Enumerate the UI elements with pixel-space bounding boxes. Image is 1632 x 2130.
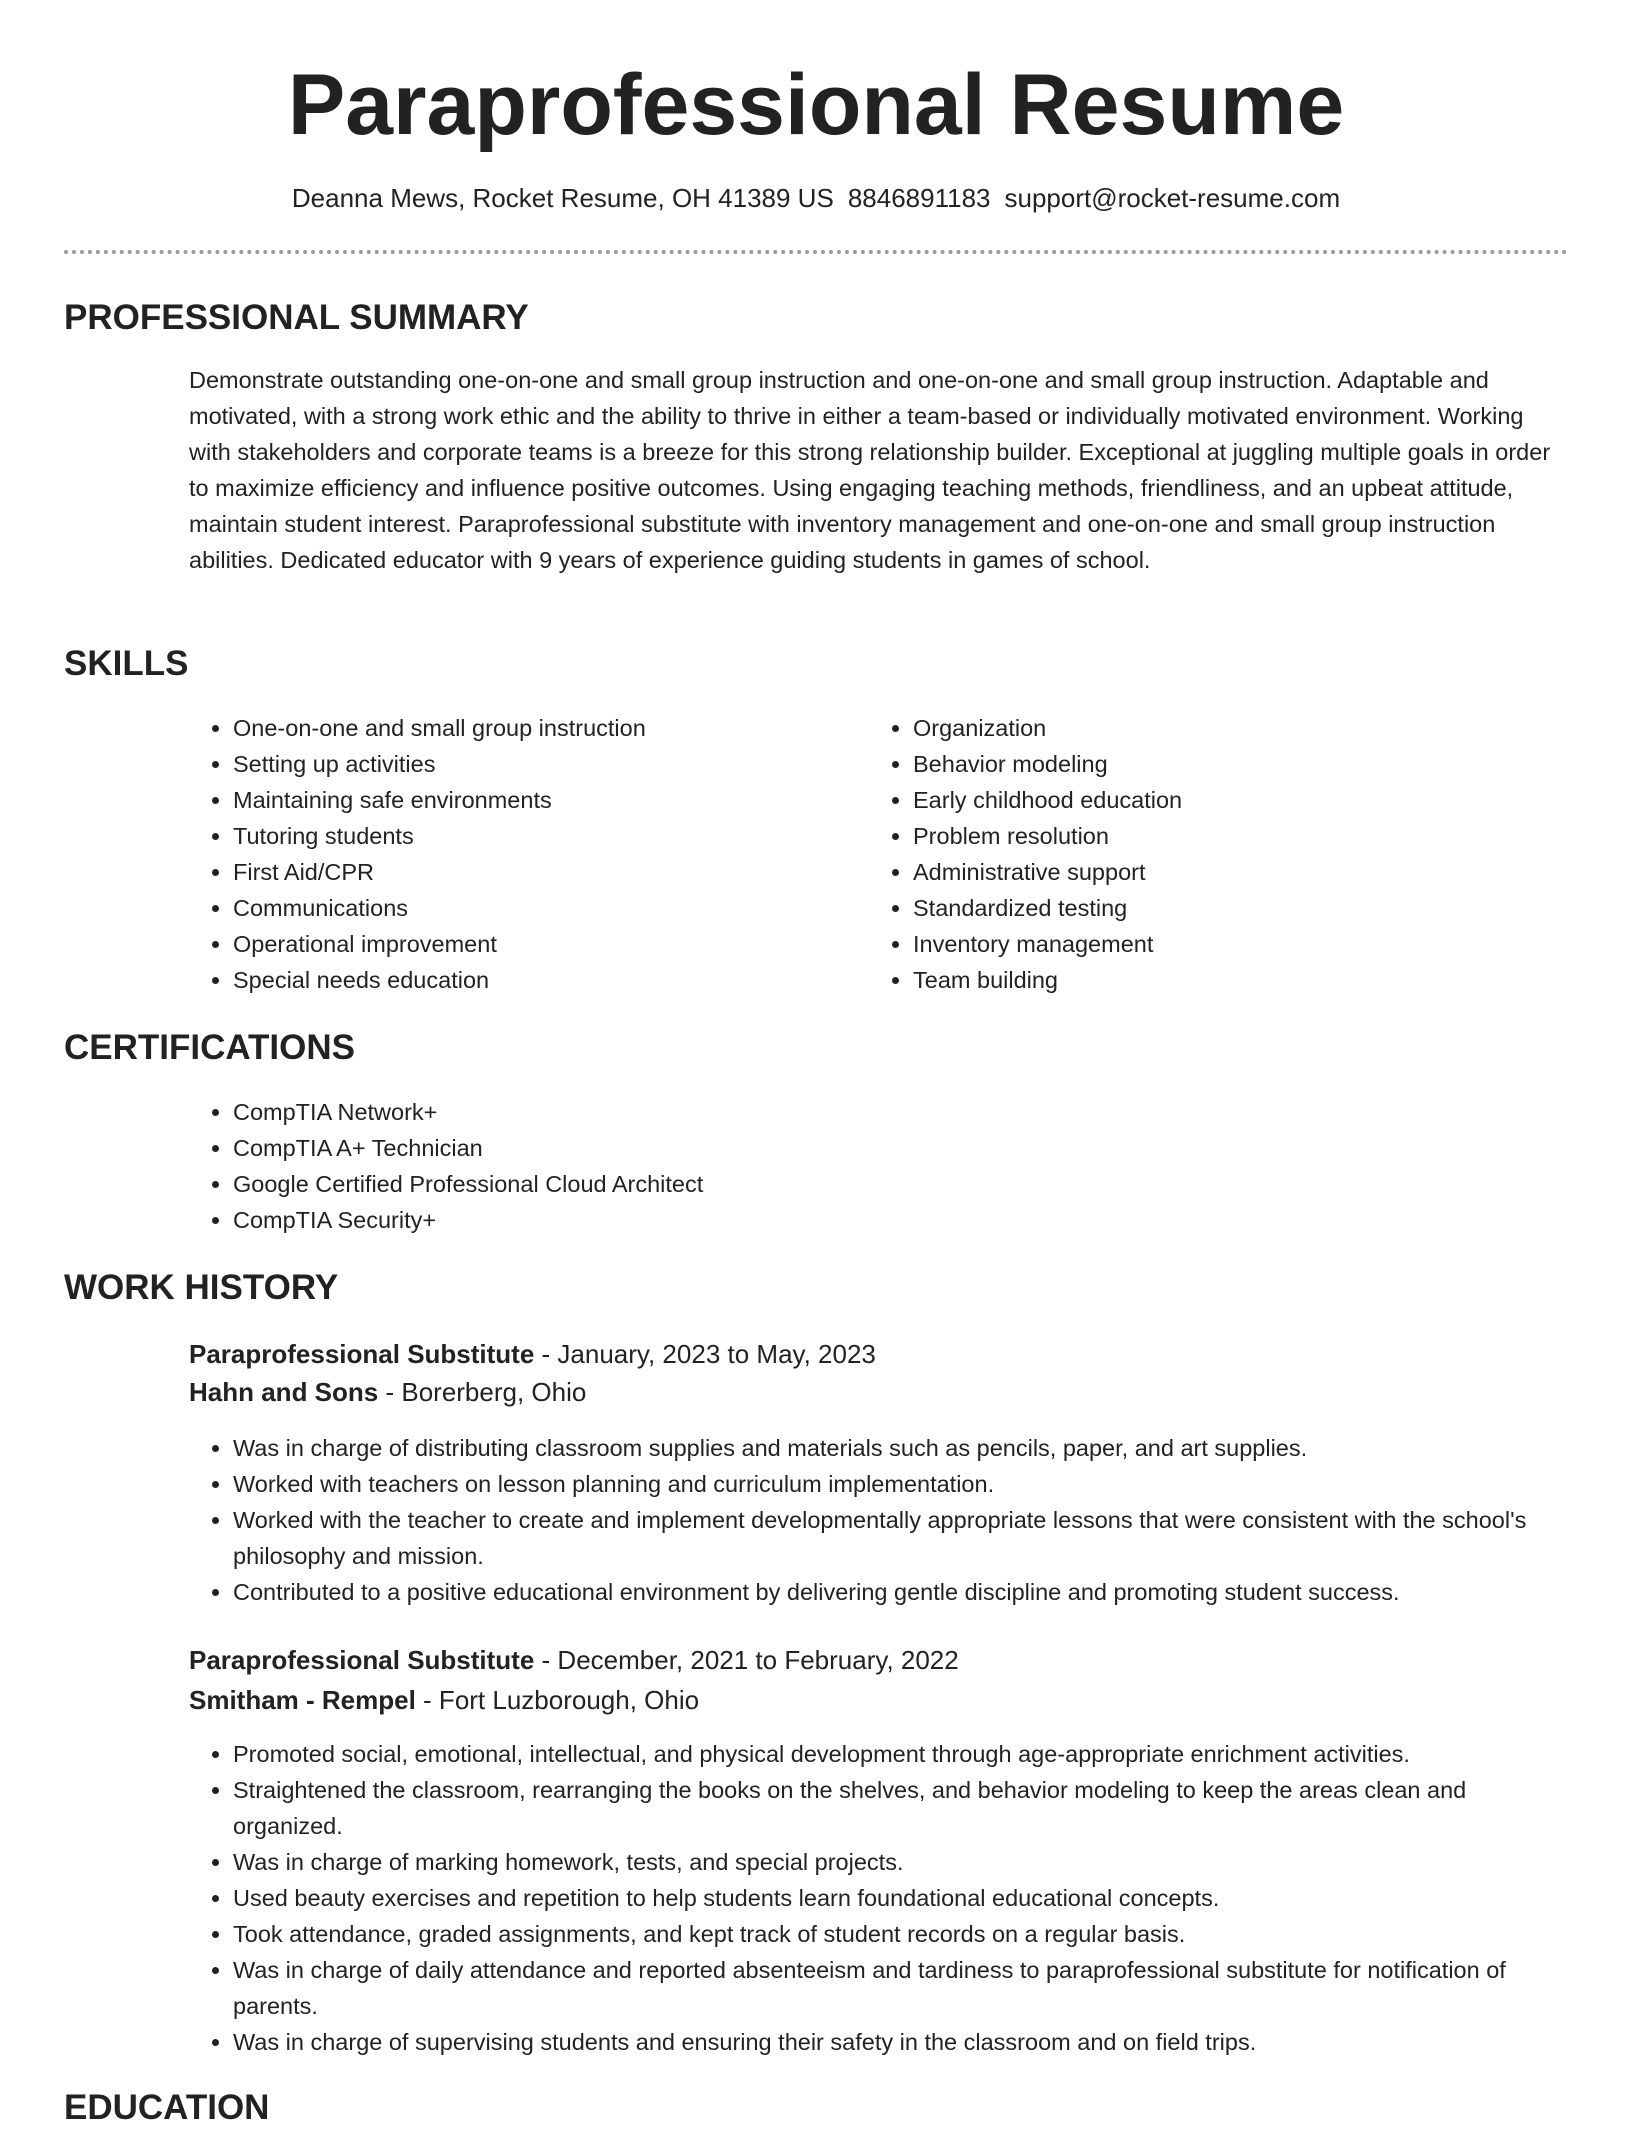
job-dates: - January, 2023 to May, 2023: [534, 1339, 876, 1369]
certification-item: • CompTIA A+ Technician: [233, 1130, 1568, 1166]
summary-block: [189, 362, 1568, 578]
job-location: - Fort Luzborough, Ohio: [415, 1685, 700, 1715]
job-bullet: • Contributed to a positive educational environment by delivering gentle discipline and promoting student success.: [233, 1574, 1568, 1610]
job-bullet: • Was in charge of marking homework, tests, and special projects.: [233, 1844, 1568, 1880]
job-bullet: • Was in charge of supervising students and ensuring their safety in the classroom and on field trips.: [233, 2024, 1568, 2060]
skills-column-right: [869, 710, 1509, 998]
job-bullet: • Took attendance, graded assignments, and kept track of student records on a regular basis.: [233, 1916, 1568, 1952]
job-company: Smitham - Rempel: [189, 1685, 416, 1715]
skill-item: • Operational improvement: [233, 926, 829, 962]
skill-item: • Behavior modeling: [913, 746, 1509, 782]
contact-email: support@rocket-resume.com: [1004, 183, 1341, 213]
skill-item: • Early childhood education: [913, 782, 1509, 818]
job-bullet: • Was in charge of daily attendance and reported absenteeism and tardiness to paraprofessional substitute for notification of parents.: [233, 1952, 1568, 2024]
summary-heading: PROFESSIONAL SUMMARY: [64, 298, 529, 337]
header-divider: [64, 250, 1568, 254]
job-bullet: • Was in charge of distributing classroom supplies and materials such as pencils, paper, and art supplies.: [233, 1430, 1568, 1466]
skill-item: • Setting up activities: [233, 746, 829, 782]
job-bullet: • Worked with teachers on lesson planning and curriculum implementation.: [233, 1466, 1568, 1502]
certifications-list: [189, 1094, 1568, 1238]
skill-item: • Organization: [913, 710, 1509, 746]
skill-item: • Special needs education: [233, 962, 829, 998]
job-title-line: [189, 1335, 1568, 1373]
job-entry: [189, 1335, 1568, 1411]
contact-line: [64, 178, 1568, 218]
certification-item: • Google Certified Professional Cloud Architect: [233, 1166, 1568, 1202]
skill-item: • Problem resolution: [913, 818, 1509, 854]
skills-column-left: [189, 710, 829, 998]
job-company-line: [189, 1373, 1568, 1411]
job-bullets: [189, 1430, 1568, 1610]
job-bullet: • Worked with the teacher to create and implement developmentally appropriate lessons that were consistent with the school's philosophy and mission.: [233, 1502, 1568, 1574]
job-bullet: • Straightened the classroom, rearranging the books on the shelves, and behavior modeling to keep the areas clean and organized.: [233, 1772, 1568, 1844]
contact-phone: 8846891183: [847, 183, 991, 213]
job-dates: - December, 2021 to February, 2022: [534, 1645, 959, 1675]
skill-item: • One-on-one and small group instruction: [233, 710, 829, 746]
skill-item: • Maintaining safe environments: [233, 782, 829, 818]
job-bullets: [189, 1736, 1568, 2060]
certification-item: • CompTIA Security+: [233, 1202, 1568, 1238]
page-title: Paraprofessional Resume: [287, 57, 1345, 153]
job-title: Paraprofessional Substitute: [189, 1339, 535, 1369]
skills-heading: SKILLS: [64, 644, 189, 683]
skill-item: • Team building: [913, 962, 1509, 998]
skill-item: • Communications: [233, 890, 829, 926]
summary-text: Demonstrate outstanding one-on-one and small group instruction and one-on-one and small group instruction. Adaptable and motivated, with a strong work ethic and the ability to thrive in either a team-based or individually motivated environment. Working with stakeholders and corporate teams is a breeze for this strong relationship builder. Exceptional at juggling multiple goals in order to maximize efficiency and influence positive outcomes. Using engaging teaching methods, friendliness, and an upbeat attitude, maintain student interest. Paraprofessional substitute with inventory management and one-on-one and small group instruction abilities. Dedicated educator with 9 years of experience guiding students in games of school.: [189, 367, 1551, 573]
job-location: - Borerberg, Ohio: [378, 1377, 587, 1407]
job-bullet: • Promoted social, emotional, intellectual, and physical development through age-appropriate enrichment activities.: [233, 1736, 1568, 1772]
skill-item: • Tutoring students: [233, 818, 829, 854]
job-entry: [189, 1641, 1568, 1719]
job-title-line: [189, 1641, 1568, 1679]
contact-address: Deanna Mews, Rocket Resume, OH 41389 US: [291, 183, 834, 213]
work-history-heading: WORK HISTORY: [64, 1268, 339, 1307]
skill-item: • Inventory management: [913, 926, 1509, 962]
skill-item: • First Aid/CPR: [233, 854, 829, 890]
job-company: Hahn and Sons: [189, 1377, 379, 1407]
skill-item: • Standardized testing: [913, 890, 1509, 926]
certifications-heading: CERTIFICATIONS: [64, 1028, 356, 1067]
job-company-line: [189, 1681, 1568, 1719]
job-title: Paraprofessional Substitute: [189, 1645, 535, 1675]
job-bullet: • Used beauty exercises and repetition to help students learn foundational educational concepts.: [233, 1880, 1568, 1916]
certification-item: • CompTIA Network+: [233, 1094, 1568, 1130]
education-heading: EDUCATION: [64, 2088, 270, 2127]
skill-item: • Administrative support: [913, 854, 1509, 890]
